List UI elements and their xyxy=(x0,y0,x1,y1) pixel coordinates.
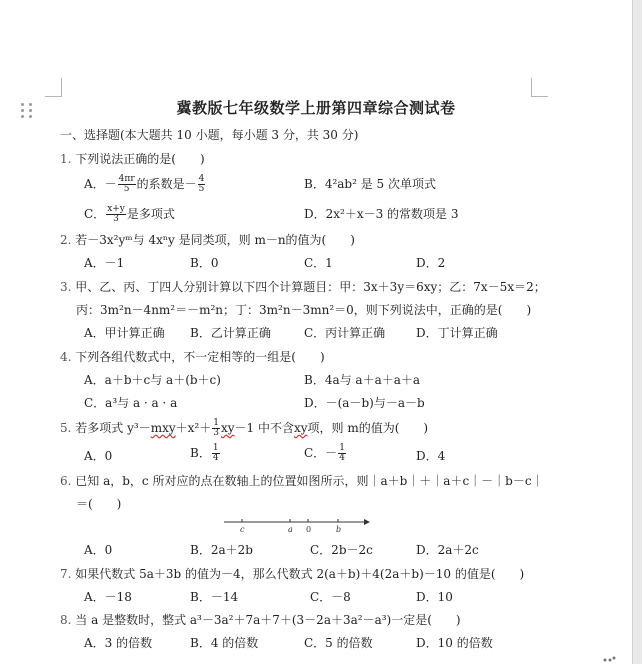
margin-corner-top-left xyxy=(45,78,62,97)
q2-option-c: C．1 xyxy=(304,256,333,270)
q2-option-a: A．－1 xyxy=(84,256,125,270)
q5-option-c: C．－ $\frac{1}{4}$ xyxy=(304,443,345,463)
q8-option-c: C．5 的倍数 xyxy=(304,636,373,650)
section-heading: 一、选择题(本大题共 10 小题，每小题 3 分，共 30 分) xyxy=(60,128,359,142)
question-6-line-2: ＝( ) xyxy=(76,497,122,511)
number-line-figure xyxy=(222,514,372,534)
question-2: 2. 若－3x²yᵐ与 4xⁿy 是同类项，则 m－n的值为( ) xyxy=(60,233,355,247)
q7-option-a: A．－18 xyxy=(84,590,132,604)
label-c: c xyxy=(240,525,245,534)
q4-option-a: A．a＋b＋c与 a＋(b＋c) xyxy=(84,373,221,387)
q7-option-b: B．－14 xyxy=(190,590,239,604)
q8-option-d: D．10 的倍数 xyxy=(416,636,493,650)
q8-option-a: A．3 的倍数 xyxy=(84,636,153,650)
q6-option-c: C．2b－2c xyxy=(310,543,373,557)
question-6-line-1: 6. 已知 a，b，c 所对应的点在数轴上的位置如图所示，则｜a＋b｜＋｜a＋c｜－｜b－c｜ xyxy=(60,474,544,488)
question-3-line-1: 3. 甲、乙、丙、丁四人分别计算以下四个计算题目：甲：3x＋3y＝6xy；乙：7x－5x＝2； xyxy=(60,280,546,294)
question-7: 7. 如果代数式 5a＋3b 的值为－4，那么代数式 2(a＋b)＋4(2a＋b)－10 的值是( ) xyxy=(60,567,525,581)
question-3-line-2: 丙：3m²n－4nm²＝－m²n；丁：3m²n－3mn²＝0，则下列说法中，正确的是( ) xyxy=(76,303,532,317)
q7-option-c: C．－8 xyxy=(310,590,351,604)
q1-option-d: D．2x²＋x－3 的常数项是 3 xyxy=(304,207,459,221)
q1-option-c: C． $\frac{x+y}{3}$ 是多项式 xyxy=(84,204,175,224)
question-4: 4. 下列各组代数式中，不一定相等的一组是( ) xyxy=(60,350,325,364)
q2-option-b: B．0 xyxy=(190,256,219,270)
question-5: 5. 若多项式 y³－mxy＋x²＋ $\frac{1}{3}$ xy－1 中不含xy项，则 m的值为( ) xyxy=(60,418,429,438)
label-0: 0 xyxy=(306,525,312,534)
label-b: b xyxy=(336,525,342,534)
q6-option-b: B．2a＋2b xyxy=(190,543,253,557)
q3-option-d: D．丁计算正确 xyxy=(416,326,498,340)
question-1: 1. 下列说法正确的是( ) xyxy=(60,152,205,166)
q5-option-d: D．4 xyxy=(416,449,446,463)
q4-option-b: B．4a与 a＋a＋a＋a xyxy=(304,373,421,387)
q6-option-d: D．2a＋2c xyxy=(416,543,479,557)
arrow-icon xyxy=(364,519,370,525)
q1-option-b: B．4²ab² 是 5 次单项式 xyxy=(304,177,436,191)
q3-option-b: B．乙计算正确 xyxy=(190,326,271,340)
question-8: 8. 当 a 是整数时，整式 a³－3a²＋7a＋7＋(3－2a＋3a²－a³)一定是( ) xyxy=(60,613,461,627)
label-a: a xyxy=(288,525,293,534)
q2-option-d: D．2 xyxy=(416,256,446,270)
q6-option-a: A．0 xyxy=(84,543,113,557)
q3-option-c: C．丙计算正确 xyxy=(304,326,386,340)
q4-option-d: D．－(a－b)与－a－b xyxy=(304,396,425,410)
q1-option-a: A．－ $\frac{4\pi r}{5}$ 的系数是－ $\frac{4}{5}$ xyxy=(84,174,205,194)
q5-option-a: A．0 xyxy=(84,449,113,463)
resize-handle-icon[interactable] xyxy=(602,655,616,663)
q5-option-b: B． $\frac{1}{4}$ xyxy=(190,443,219,463)
q3-option-a: A．甲计算正确 xyxy=(84,326,165,340)
q7-option-d: D．10 xyxy=(416,590,453,604)
margin-corner-top-right xyxy=(531,78,548,97)
q4-option-c: C．a³与 a · a · a xyxy=(84,396,178,410)
document-title: 冀教版七年级数学上册第四章综合测试卷 xyxy=(176,99,456,117)
q8-option-b: B．4 的倍数 xyxy=(190,636,259,650)
